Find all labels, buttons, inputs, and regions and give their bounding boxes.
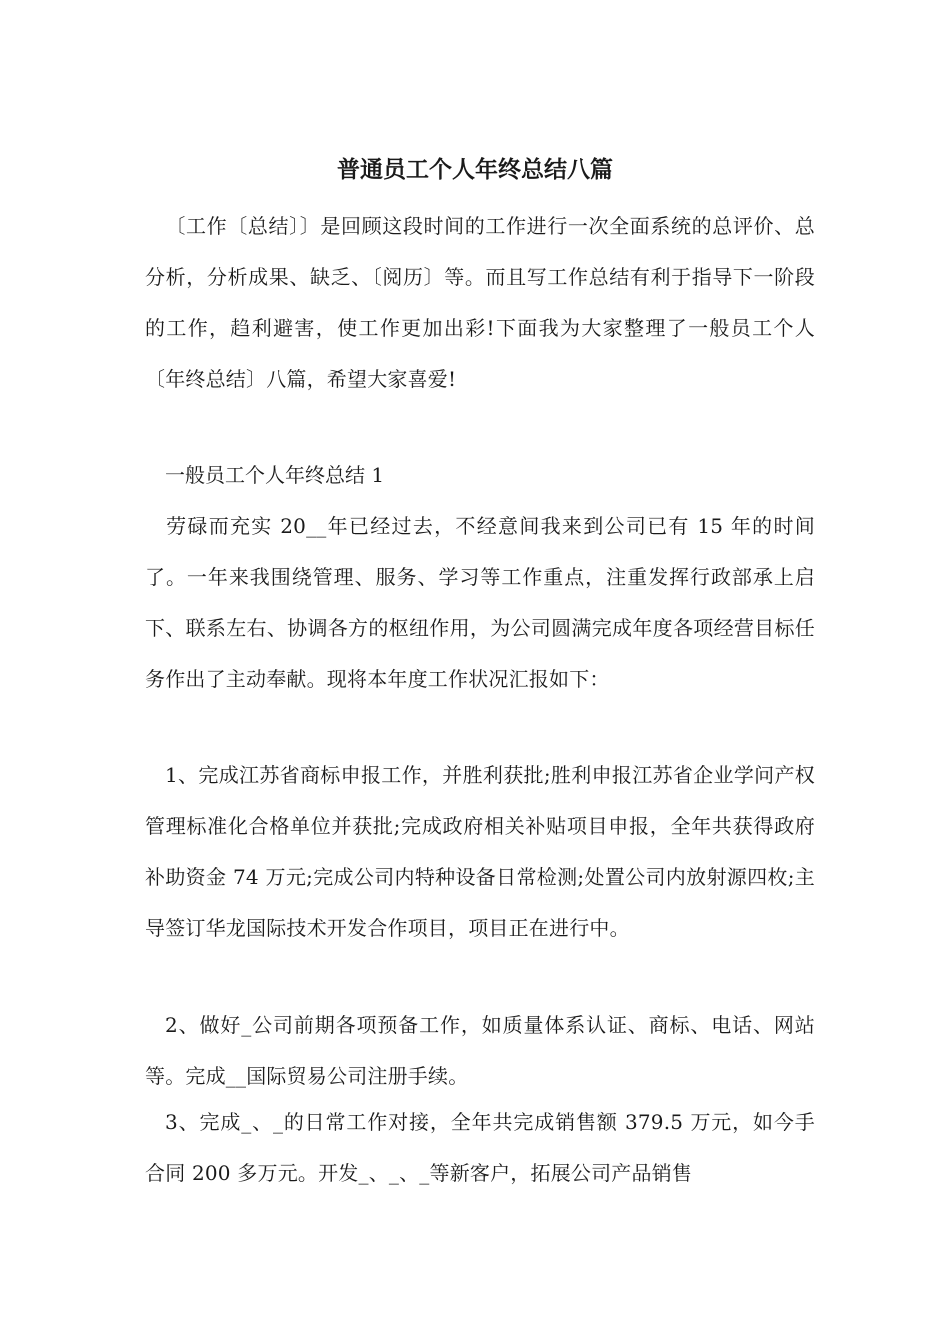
list-item-3: [145, 1097, 815, 1199]
list-item-text: 3、完成_、_的日常工作对接，全年共完成销售额 379.5 万元，如今手合同 200 多万元。开发_、_、_等新客户，拓展公司产品销售: [145, 1110, 815, 1185]
list-item-2: [145, 1000, 815, 1102]
list-item-text: 2、做好_公司前期各项预备工作，如质量体系认证、商标、电话、网站等。完成__国际贸易公司注册手续。: [145, 1013, 815, 1088]
paragraph-text: 劳碌而充实 20__年已经过去，不经意间我来到公司已有 15 年的时间了。一年来我围绕管理、服务、学习等工作重点，注重发挥行政部承上启下、联系左右、协调各方的枢纽作用，为公司圆满完成年度各项经营目标任务作出了主动奉献。现将本年度工作状况汇报如下：: [145, 514, 815, 691]
intro-text: 〔工作〔总结〕〕是回顾这段时间的工作进行一次全面系统的总评价、总分析，分析成果、缺乏、〔阅历〕等。而且写工作总结有利于指导下一阶段的工作，趋利避害，使工作更加出彩!下面我为大家整理了一般员工个人〔年终总结〕八篇，希望大家喜爱!: [145, 214, 815, 391]
section-heading: 一般员工个人年终总结 1: [165, 463, 385, 487]
list-item-1: [145, 750, 815, 954]
intro-paragraph: [145, 201, 815, 405]
body-paragraph-1: [145, 501, 815, 705]
list-item-text: 1、完成江苏省商标申报工作，并胜利获批;胜利申报江苏省企业学问产权管理标准化合格单位并获批;完成政府相关补贴项目申报，全年共获得政府补助资金 74 万元;完成公司内特种设备日常检测;处置公司内放射源四枚;主导签订华龙国际技术开发合作项目，项目正在进行中。: [145, 763, 815, 940]
document-title: 普通员工个人年终总结八篇: [337, 156, 613, 183]
